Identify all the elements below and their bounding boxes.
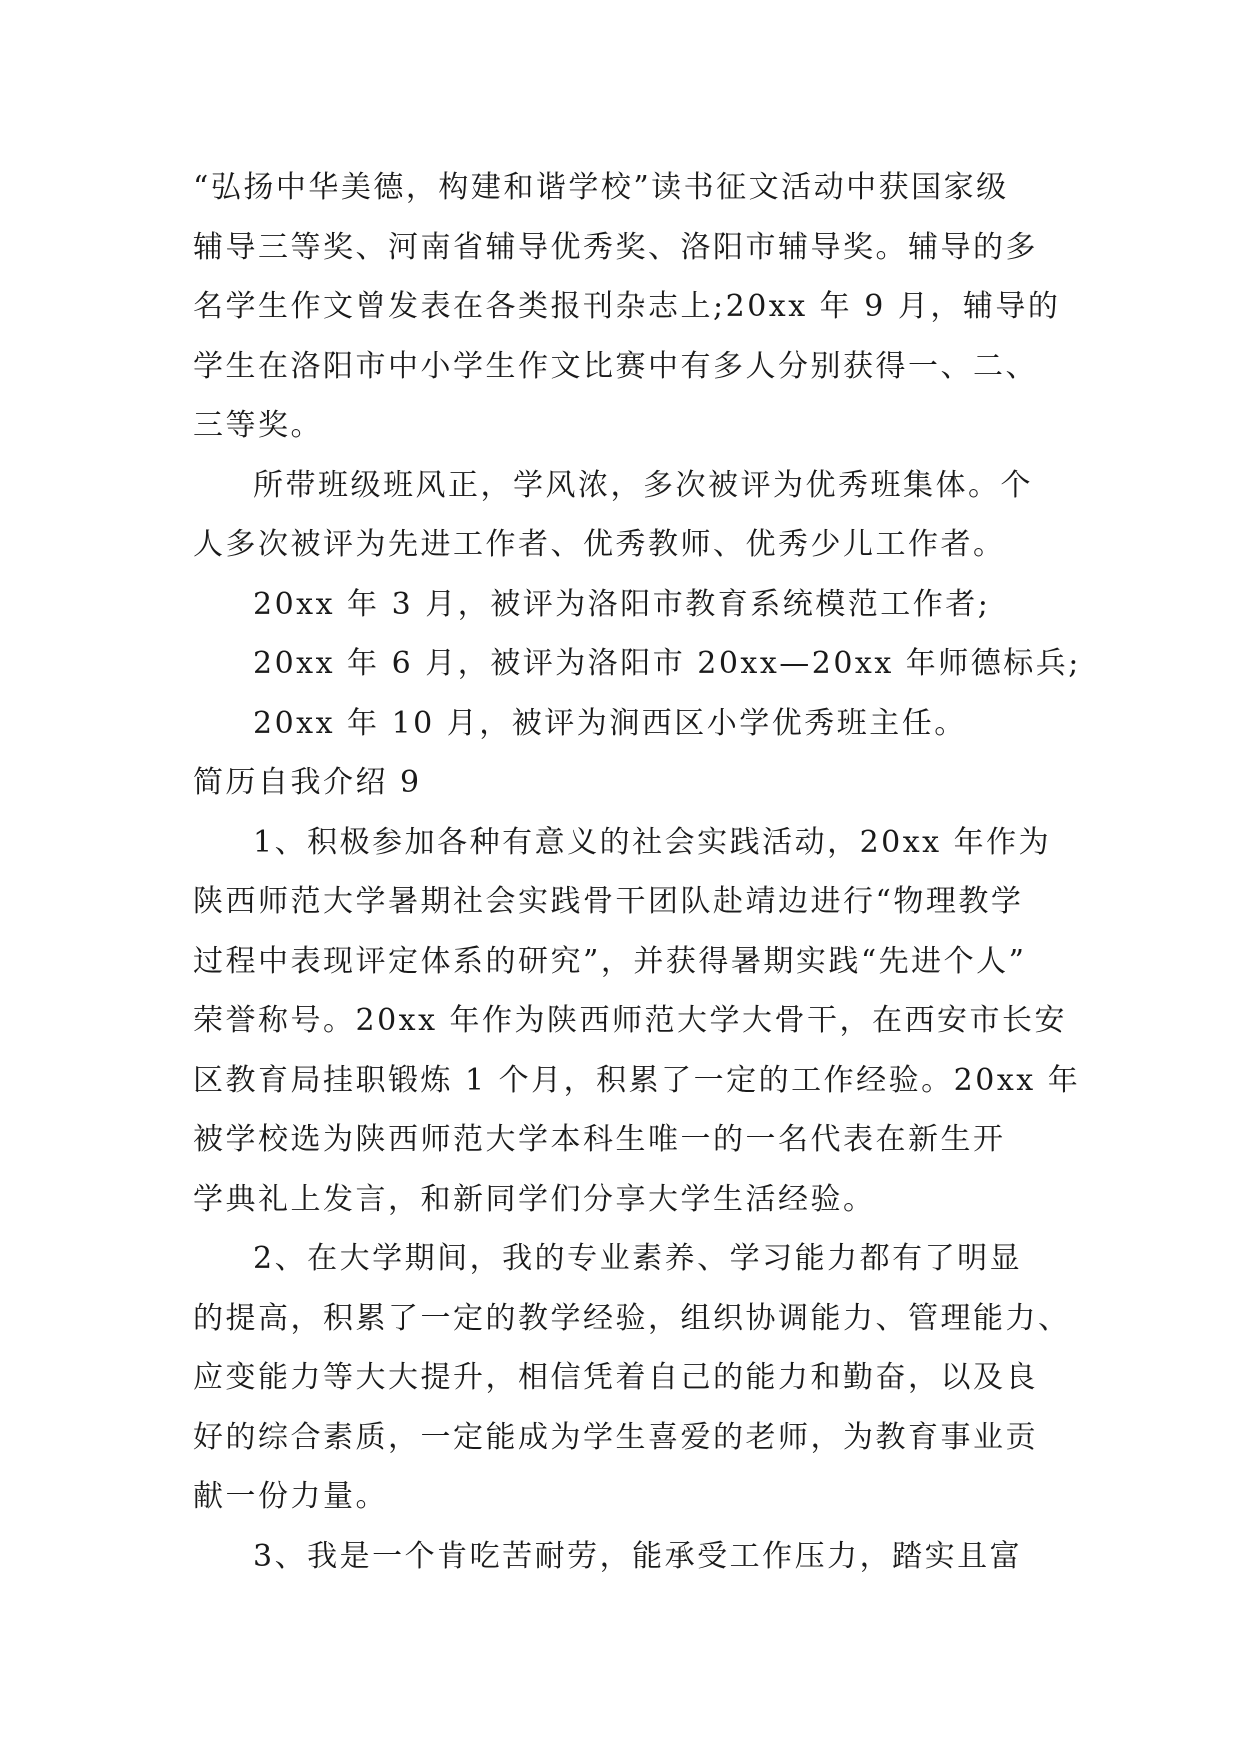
section-heading: 简历自我介绍 9 [193,765,422,800]
text-line: 区教育局挂职锻炼 1 个月，积累了一定的工作经验。20xx 年 [193,1062,1081,1098]
award-item: 20xx 年 10 月，被评为涧西区小学优秀班主任。 [253,705,967,741]
paragraph-personal-traits [193,1527,1055,1587]
text-line: 辅导三等奖、河南省辅导优秀奖、洛阳市辅导奖。辅导的多 [193,229,1038,265]
text-line: 应变能力等大大提升，相信凭着自己的能力和勤奋，以及良 [193,1360,1038,1395]
text-line: 2、在大学期间，我的专业素养、学习能力都有了明显 [253,1241,1023,1276]
text-line: 学生在洛阳市中小学生作文比赛中有多人分别获得一、二、 [193,348,1038,384]
text-line: 名学生作文曾发表在各类报刊杂志上;20xx 年 9 月，辅导的 [193,289,1061,324]
document-body [193,158,1081,1586]
award-item: 20xx 年 6 月，被评为洛阳市 20xx—20xx 年师德标兵; [253,646,1081,681]
text-line: 1、积极参加各种有意义的社会实践活动，20xx 年作为 [253,824,1052,860]
text-line: 三等奖。 [193,408,323,443]
text-line: 人多次被评为先进工作者、优秀教师、优秀少儿工作者。 [193,527,1006,562]
text-line: 好的综合素质，一定能成为学生喜爱的老师，为教育事业贡 [193,1419,1038,1455]
text-line: 荣誉称号。20xx 年作为陕西师范大学大骨干，在西安市长安 [193,1003,1068,1038]
text-line: 陕西师范大学暑期社会实践骨干团队赴靖边进行“物理教学 [193,884,1024,919]
paragraph-competition-awards [193,158,1061,456]
award-item: 20xx 年 3 月，被评为洛阳市教育系统模范工作者; [253,586,991,622]
text-line: 献一份力量。 [193,1479,388,1514]
text-line: 过程中表现评定体系的研究”，并获得暑期实践“先进个人” [193,943,1027,979]
text-line: 3、我是一个肯吃苦耐劳，能承受工作压力，踏实且富 [253,1538,1023,1574]
text-line: “弘扬中华美德，构建和谐学校”读书征文活动中获国家级 [193,170,1009,205]
awards-list [193,575,1081,754]
paragraph-social-practice [193,813,1081,1230]
paragraph-university-growth [193,1229,1071,1527]
text-line: 被学校选为陕西师范大学本科生唯一的一名代表在新生开 [193,1122,1006,1157]
text-line: 的提高，积累了一定的教学经验，组织协调能力、管理能力、 [193,1300,1071,1336]
text-line: 所带班级班风正，学风浓，多次被评为优秀班集体。个 [253,467,1033,503]
paragraph-class-honors [193,456,1055,575]
text-line: 学典礼上发言，和新同学们分享大学生活经验。 [193,1181,876,1217]
